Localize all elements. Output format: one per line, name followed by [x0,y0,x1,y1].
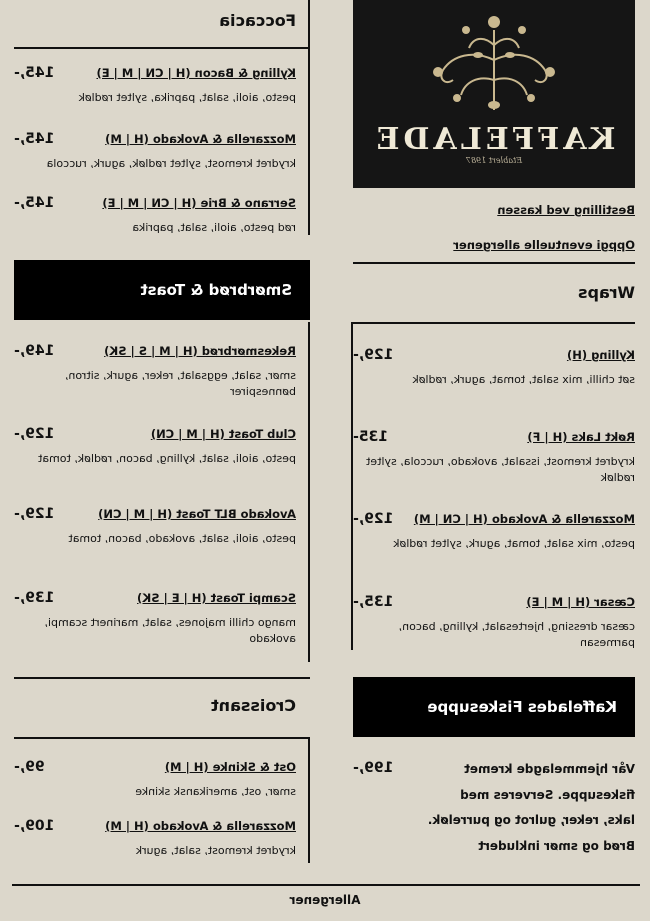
item-price: 109,- [14,818,55,834]
menu-item [14,66,296,106]
item-name: Club Toast (H | M | CN) [150,427,296,441]
item-price: 145,- [14,131,55,147]
item-name: Scampi Toast (H | E | SK) [137,591,296,605]
divider [353,262,635,264]
item-name: Avokado BLT Toast (H | M | CN) [98,507,296,521]
item-description: krydret kremost, salat, agurk [135,844,296,857]
foccacia-title: Foccacia [219,11,296,30]
menu-item [353,430,635,486]
divider [14,737,310,739]
menu-item [14,427,296,467]
item-description: krydret kremost, issalat, avokado, ruccola, syltet rødløk [366,455,635,484]
item-price: 139,- [14,590,55,606]
menu-item [14,196,296,236]
item-price: 129,- [353,347,394,363]
column-divider [309,0,311,235]
item-description: pesto, aioli, salat, kylling, bacon, rødløk, tomat [38,452,296,465]
item-description: smør, ost, amerikansk skinke [135,785,296,798]
soup-line: Vår hjemmelagde kremet [464,762,635,776]
menu-item [353,512,635,552]
item-price: 145,- [14,65,55,81]
item-price: 145,- [14,195,55,211]
item-price: 129,- [353,511,394,527]
item-price: 149,- [14,343,55,359]
item-price: 135- [353,429,389,445]
item-name: Kylling (H) [566,348,635,362]
item-name: Røkt Laks (H | F) [527,430,635,444]
allergen-title: Allergener [289,893,361,907]
item-description: søt chilli, mix salat, tomat, agurk, rødløk [412,373,635,386]
soup-price: 199,- [353,760,394,776]
item-description: pesto, mix salat, tomat, agurk, syltet rødløk [393,537,635,550]
item-name: Rekesmørbrød (H | M | S | SK) [104,344,296,358]
soup-description [425,757,635,859]
soup-line: laks, reker, gulrot og purreløk. [427,813,635,827]
menu-item [14,819,296,859]
menu-item [353,348,635,388]
item-description: pesto, aioli, salat, avokado, bacon, tomat [68,532,296,545]
column-divider [309,322,311,662]
item-description: cæsar dressing, hjertesalat, kylling, bacon, parmesan [398,620,635,649]
item-name: Mozzarella & Avokado (H | CN | M) [413,512,635,526]
menu-item [353,595,635,651]
item-description: smør, salat, eggsalat, reker, agurk, sitron, bønnespirer [64,369,296,398]
item-description: pesto, aioli, salat, paprika, syltet rødløk [78,91,296,104]
item-name: Cæsar (H | M | E) [526,595,635,609]
soup-banner: Kaffelades Fiskesuppe [353,677,635,737]
menu-item [14,760,296,800]
divider [14,47,310,49]
item-price: 135,- [353,594,394,610]
menu-item [14,591,296,647]
item-name: Mozzarella & Avokado (H | M) [105,819,296,833]
croissant-title: Croissant [211,696,296,715]
divider [353,322,635,324]
footer-divider [12,884,640,886]
soup-line: fiskesuppe. Serveres med [460,787,635,802]
logo [353,0,635,188]
item-description: krydret kremost, syltet rødløk, agurk, ruccola [46,157,296,170]
item-price: 129,- [14,506,55,522]
ordering-note: Bestilling ved kassen [497,203,635,217]
allergy-note: Oppgi eventuelle allergener [453,238,635,252]
menu-item [14,132,296,172]
item-name: Kylling & Bacon (H | CN | M | E) [96,66,296,80]
item-price: 129,- [14,426,55,442]
item-name: Serrano & Brie (H | CN | M | E) [102,196,296,210]
wraps-title: Wraps [577,283,635,302]
item-description: rød pesto, aioli, salat, paprika [132,221,296,234]
logo-text: KAFFELADE [372,122,616,157]
menu-item [14,507,296,547]
soup-line: Brød og smør inkludert [478,838,635,853]
item-name: Ost & Skinke (H | M) [164,760,296,774]
item-name: Mozzarella & Avokado (H | M) [105,132,296,146]
menu-item [14,344,296,400]
logo-subtitle: Etablert 1987 [465,156,523,165]
divider [14,677,310,679]
item-price: 99,- [14,759,45,775]
item-description: mango chilli majones, salat, marinert scampi, avokado [44,616,296,645]
column-divider [309,737,311,863]
smorbrod-banner: Smørbrød & Toast [14,260,310,320]
